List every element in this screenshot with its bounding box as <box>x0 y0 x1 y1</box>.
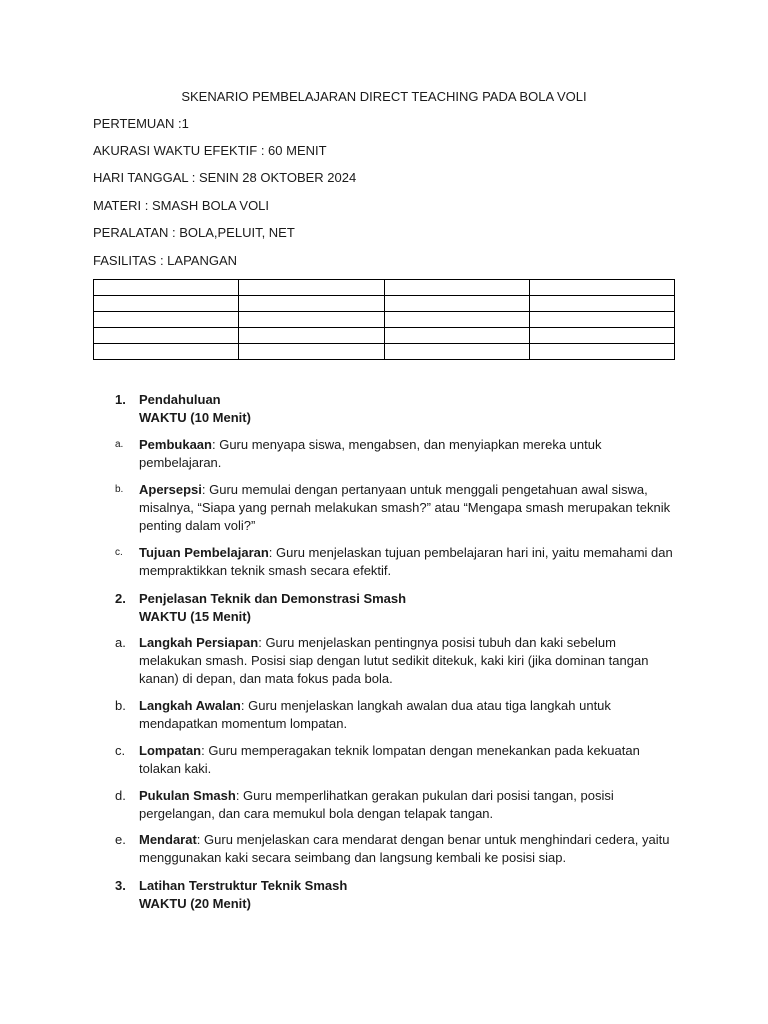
item-term: Lompatan <box>139 743 202 758</box>
section-1-heading <box>115 391 685 427</box>
item-term: Tujuan Pembelajaran <box>139 545 269 560</box>
section-time: WAKTU (10 Menit) <box>139 410 251 425</box>
section-number: 2. <box>115 591 126 606</box>
document-title: SKENARIO PEMBELAJARAN DIRECT TEACHING PADA BOLA VOLI <box>181 89 587 104</box>
table-cell <box>94 328 239 344</box>
list-item <box>115 544 675 580</box>
list-item <box>115 436 675 472</box>
meta-hari-tanggal: HARI TANGGAL : SENIN 28 OKTOBER 2024 <box>93 170 357 185</box>
table-cell <box>239 312 384 328</box>
section-number: 3. <box>115 878 126 893</box>
list-marker: b. <box>115 484 124 495</box>
table-row <box>94 280 675 296</box>
meta-materi: MATERI : SMASH BOLA VOLI <box>93 198 270 213</box>
section-title: Latihan Terstruktur Teknik Smash <box>139 878 348 893</box>
table-cell <box>239 344 384 360</box>
item-text: : Guru menjelaskan tujuan pembelajaran hari ini, yaitu memahami dan mempraktikkan teknik smash secara efektif. <box>139 545 673 578</box>
table-cell <box>239 296 384 312</box>
table-cell <box>384 328 529 344</box>
table-cell <box>529 296 674 312</box>
list-item <box>115 634 675 688</box>
list-item <box>115 787 675 823</box>
item-text: : Guru memulai dengan pertanyaan untuk menggali pengetahuan awal siswa, misalnya, “Siapa yang pernah melakukan smash?” atau “Mengapa smash merupakan teknik penting dalam voli?” <box>139 482 671 533</box>
list-item <box>115 481 675 535</box>
item-term: Langkah Persiapan <box>139 635 259 650</box>
table-row <box>94 328 675 344</box>
section-time: WAKTU (15 Menit) <box>139 609 251 624</box>
meta-fasilitas: FASILITAS : LAPANGAN <box>93 253 238 268</box>
list-marker: c. <box>115 743 126 758</box>
table-row <box>94 296 675 312</box>
meta-waktu-efektif: AKURASI WAKTU EFEKTIF : 60 MENIT <box>93 143 327 158</box>
item-text: : Guru menyapa siswa, mengabsen, dan menyiapkan mereka untuk pembelajaran. <box>139 437 602 470</box>
list-item <box>115 697 675 733</box>
item-term: Pukulan Smash <box>139 788 236 803</box>
item-term: Langkah Awalan <box>139 698 241 713</box>
table-cell <box>384 312 529 328</box>
list-item <box>115 831 675 867</box>
section-title: Pendahuluan <box>139 392 221 407</box>
section-title: Penjelasan Teknik dan Demonstrasi Smash <box>139 591 407 606</box>
table-cell <box>239 280 384 296</box>
item-text: : Guru memperagakan teknik lompatan dengan menekankan pada kekuatan tolakan kaki. <box>139 743 640 776</box>
list-marker: a. <box>115 439 124 450</box>
section-time: WAKTU (20 Menit) <box>139 896 251 911</box>
table-cell <box>94 312 239 328</box>
table-cell <box>94 280 239 296</box>
table-cell <box>94 344 239 360</box>
list-marker: a. <box>115 635 126 650</box>
table-row <box>94 312 675 328</box>
table-cell <box>529 328 674 344</box>
table-cell <box>529 312 674 328</box>
table-cell <box>239 328 384 344</box>
item-text: : Guru menjelaskan langkah awalan dua atau tiga langkah untuk mendapatkan momentum lompatan. <box>139 698 611 731</box>
list-marker: c. <box>115 547 123 558</box>
table-cell <box>94 296 239 312</box>
section-3-heading <box>115 877 685 913</box>
meta-peralatan: PERALATAN : BOLA,PELUIT, NET <box>93 225 295 240</box>
empty-table <box>93 279 675 360</box>
item-text: : Guru menjelaskan pentingnya posisi tubuh dan kaki sebelum melakukan smash. Posisi siap dengan lutut sedikit ditekuk, kaki kiri (jika dominan tangan kanan) di depan, dan mata fokus pada bola. <box>139 635 649 686</box>
section-number: 1. <box>115 392 126 407</box>
item-term: Pembukaan <box>139 437 212 452</box>
item-text: : Guru memperlihatkan gerakan pukulan dari posisi tangan, posisi pergelangan, dan cara memukul bola dengan telapak tangan. <box>139 788 614 821</box>
list-marker: d. <box>115 788 126 803</box>
meta-pertemuan: PERTEMUAN :1 <box>93 116 189 131</box>
table-cell <box>529 280 674 296</box>
list-item <box>115 742 675 778</box>
list-marker: b. <box>115 698 126 713</box>
table-cell <box>384 280 529 296</box>
item-term: Mendarat <box>139 832 197 847</box>
item-term: Apersepsi <box>139 482 202 497</box>
table-cell <box>529 344 674 360</box>
table-row <box>94 344 675 360</box>
table-cell <box>384 296 529 312</box>
section-2-heading <box>115 590 685 626</box>
table-cell <box>384 344 529 360</box>
list-marker: e. <box>115 832 126 847</box>
item-text: : Guru menjelaskan cara mendarat dengan benar untuk menghindari cedera, yaitu menggunakan kaki secara seimbang dan langsung kembali ke posisi siap. <box>139 832 670 865</box>
